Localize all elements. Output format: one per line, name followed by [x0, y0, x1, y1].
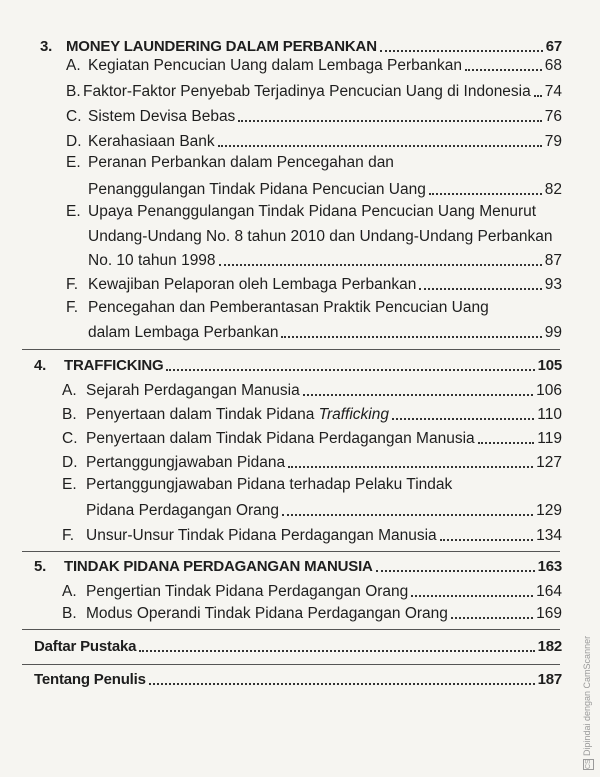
- item-title: Sistem Devisa Bebas: [88, 108, 236, 125]
- toc-item-first-line: [66, 203, 536, 221]
- item-title: Upaya Penanggulangan Tindak Pidana Pencucian Uang Menurut: [88, 203, 537, 220]
- leader-dots: [166, 369, 534, 371]
- leader-dots: [218, 145, 542, 147]
- page-number: 164: [536, 583, 562, 600]
- item-letter: C.: [62, 430, 78, 447]
- leader-dots: [238, 120, 541, 122]
- item-title: [86, 406, 389, 424]
- leader-dots: [440, 539, 533, 541]
- leader-dots: [149, 683, 535, 685]
- chapter-number: 4.: [34, 357, 47, 374]
- toc-item[interactable]: [88, 252, 562, 270]
- chapter-number: 3.: [40, 38, 53, 55]
- toc-tentang-penulis[interactable]: [34, 671, 562, 689]
- leader-dots: [376, 570, 535, 572]
- page-number: 110: [537, 406, 562, 423]
- scanner-watermark: [582, 636, 594, 770]
- item-letter: E.: [66, 154, 81, 171]
- toc-item[interactable]: [66, 276, 562, 294]
- page-number: 105: [537, 357, 562, 374]
- item-title: Pertanggungjawaban Pidana: [86, 454, 286, 471]
- page-number: 134: [536, 527, 562, 544]
- item-letter: D.: [66, 133, 82, 150]
- page-number: 93: [544, 276, 562, 293]
- leader-dots: [451, 617, 533, 619]
- item-title: Kerahasiaan Bank: [88, 133, 215, 150]
- item-title-continued: No. 10 tahun 1998: [88, 252, 216, 269]
- toc-item[interactable]: [62, 382, 562, 400]
- toc-item[interactable]: [86, 502, 562, 520]
- toc-item[interactable]: [66, 83, 562, 101]
- page-number: 127: [536, 454, 562, 471]
- item-title: Kewajiban Pelaporan oleh Lembaga Perbankan: [88, 276, 417, 293]
- item-title-italic: Trafficking: [318, 406, 389, 423]
- leader-dots: [465, 69, 542, 71]
- item-letter: A.: [66, 57, 81, 74]
- leader-dots: [411, 595, 533, 597]
- page-number: 79: [544, 133, 562, 150]
- page-number: 182: [537, 638, 562, 655]
- item-title-continued: Pidana Perdagangan Orang: [86, 502, 280, 519]
- toc-daftar-pustaka[interactable]: [34, 638, 562, 656]
- toc-item-first-line: [62, 476, 452, 494]
- item-letter: E.: [66, 203, 81, 220]
- item-title: Unsur-Unsur Tindak Pidana Perdagangan Manusia: [86, 527, 437, 544]
- toc-chapter-3[interactable]: [40, 38, 562, 56]
- toc-item[interactable]: [62, 583, 562, 601]
- toc-item[interactable]: [62, 430, 562, 448]
- toc-item[interactable]: [66, 108, 562, 126]
- section-divider: [22, 551, 560, 552]
- item-letter: B.: [62, 605, 77, 622]
- item-title: Pencegahan dan Pemberantasan Praktik Pencucian Uang: [88, 299, 489, 316]
- toc-item[interactable]: [88, 324, 562, 342]
- chapter-number: 5.: [34, 558, 47, 575]
- toc-item[interactable]: [62, 605, 562, 623]
- page-number: 187: [537, 671, 562, 688]
- toc-chapter-5[interactable]: [34, 558, 562, 576]
- page-number: 82: [544, 181, 562, 198]
- toc-chapter-4[interactable]: [34, 357, 562, 375]
- chapter-title: MONEY LAUNDERING DALAM PERBANKAN: [66, 38, 377, 55]
- leader-dots: [534, 95, 542, 97]
- item-letter: D.: [62, 454, 78, 471]
- leader-dots: [303, 394, 533, 396]
- leader-dots: [282, 514, 533, 516]
- toc-item[interactable]: [62, 454, 562, 472]
- back-matter-title: Daftar Pustaka: [34, 638, 137, 655]
- toc-item[interactable]: [62, 406, 562, 424]
- toc-item[interactable]: [66, 133, 562, 151]
- page-number: 76: [544, 108, 562, 125]
- leader-dots: [429, 193, 542, 195]
- leader-dots: [419, 288, 541, 290]
- page-number: 68: [544, 57, 562, 74]
- back-matter-title: Tentang Penulis: [34, 671, 146, 688]
- page-number: 74: [544, 83, 562, 100]
- leader-dots: [478, 442, 535, 444]
- item-title-regular: Penyertaan dalam Tindak Pidana: [86, 406, 319, 423]
- item-title: Modus Operandi Tindak Pidana Perdagangan Orang: [86, 605, 448, 622]
- chapter-title: TINDAK PIDANA PERDAGANGAN MANUSIA: [64, 558, 373, 575]
- item-title: Kegiatan Pencucian Uang dalam Lembaga Perbankan: [88, 57, 462, 74]
- item-title: Penyertaan dalam Tindak Pidana Perdagangan Manusia: [86, 430, 475, 447]
- watermark-text: Dipindai dengan CamScanner: [582, 635, 592, 756]
- leader-dots: [139, 650, 534, 652]
- page-number: 99: [544, 324, 562, 341]
- item-letter: C.: [66, 108, 82, 125]
- item-letter: F.: [66, 299, 79, 316]
- leader-dots: [392, 418, 534, 420]
- section-divider: [22, 664, 560, 665]
- item-letter: A.: [62, 583, 77, 600]
- item-title-continued: dalam Lembaga Perbankan: [88, 324, 279, 341]
- page-number: 169: [536, 605, 562, 622]
- page-number: 106: [536, 382, 562, 399]
- page-number: 119: [537, 430, 562, 447]
- toc-item[interactable]: [62, 527, 562, 545]
- item-title: Faktor-Faktor Penyebab Terjadinya Pencucian Uang di Indonesia: [82, 83, 531, 100]
- item-title: Sejarah Perdagangan Manusia: [86, 382, 300, 399]
- toc-item[interactable]: [88, 181, 562, 199]
- leader-dots: [380, 50, 543, 52]
- item-title: Peranan Perbankan dalam Pencegahan dan: [88, 154, 394, 171]
- page-number: 67: [545, 38, 562, 55]
- item-letter: E.: [62, 476, 77, 493]
- leader-dots: [281, 336, 541, 338]
- section-divider: [22, 629, 560, 630]
- toc-item-first-line: [66, 154, 394, 172]
- item-letter: F.: [62, 527, 75, 544]
- toc-item-second-line: Undang-Undang No. 8 tahun 2010 dan Undang-Undang Perbankan: [88, 228, 553, 245]
- page-number: 129: [536, 502, 562, 519]
- item-letter: B.: [66, 83, 81, 100]
- item-title: Pengertian Tindak Pidana Perdagangan Orang: [86, 583, 409, 600]
- section-divider: [22, 349, 560, 350]
- page-number: 163: [537, 558, 562, 575]
- item-letter: A.: [62, 382, 77, 399]
- leader-dots: [219, 264, 542, 266]
- item-title-continued: Penanggulangan Tindak Pidana Pencucian Uang: [88, 181, 426, 198]
- chapter-title: TRAFFICKING: [64, 357, 164, 374]
- item-letter: F.: [66, 276, 79, 293]
- toc-item[interactable]: [66, 57, 562, 75]
- leader-dots: [288, 466, 533, 468]
- item-title: Pertanggungjawaban Pidana terhadap Pelaku Tindak: [86, 476, 453, 493]
- page-number: 87: [544, 252, 562, 269]
- toc-item-first-line: [66, 299, 489, 317]
- item-letter: B.: [62, 406, 77, 423]
- camscanner-icon: CS: [585, 759, 592, 769]
